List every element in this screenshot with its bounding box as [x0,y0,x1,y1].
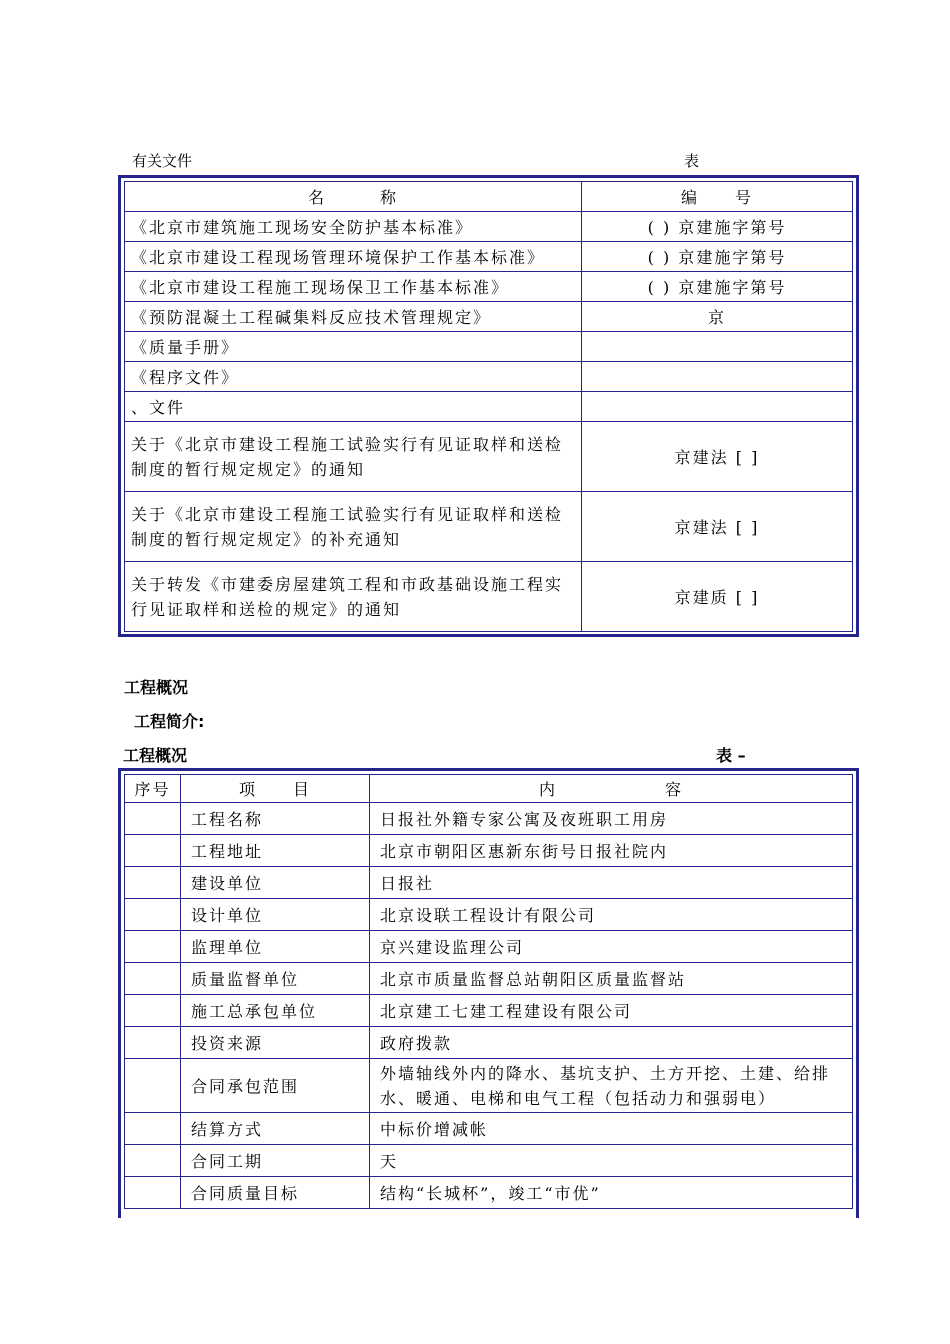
overview-caption-right: 表 – [716,746,746,765]
doc-name: 、文件 [125,392,582,422]
row-item: 设计单位 [181,899,370,931]
doc-number: ( ) 京建施字第号 [582,212,853,242]
table-row [125,963,853,995]
row-seq [125,1113,181,1145]
table-row [125,1027,853,1059]
doc-name: 《北京市建设工程施工现场保卫工作基本标准》 [125,272,582,302]
table-row [125,272,853,302]
row-seq [125,1145,181,1177]
row-seq [125,1059,181,1113]
row-content: 中标价增减帐 [370,1113,853,1145]
row-item: 工程名称 [181,803,370,835]
doc-name: 关于《北京市建设工程施工试验实行有见证取样和送检制度的暂行规定规定》的通知 [125,422,582,492]
row-seq [125,1027,181,1059]
row-content: 结构“长城杯”，竣工“市优” [370,1177,853,1209]
table-row [125,422,853,492]
header-number: 编 号 [582,182,853,212]
table-row [125,1145,853,1177]
table-row [125,899,853,931]
project-overview-table [118,768,859,1218]
table-row [125,1177,853,1209]
doc-number: ( ) 京建施字第号 [582,242,853,272]
row-seq [125,867,181,899]
doc-name: 关于转发《市建委房屋建筑工程和市政基础设施工程实行见证取样和送检的规定》的通知 [125,562,582,632]
header-content: 内 容 [370,775,853,803]
table-row [125,392,853,422]
doc-table-caption [132,151,722,171]
row-content: 北京市质量监督总站朝阳区质量监督站 [370,963,853,995]
table-row [125,803,853,835]
doc-number [582,332,853,362]
row-seq [125,1177,181,1209]
table-header-row [125,775,853,803]
row-seq [125,963,181,995]
related-documents-table [118,175,859,637]
row-content: 京兴建设监理公司 [370,931,853,963]
doc-table-caption-left: 有关文件 [132,152,193,170]
doc-number: 京建法 [ ] [582,492,853,562]
row-item: 合同工期 [181,1145,370,1177]
doc-number [582,362,853,392]
table-row [125,332,853,362]
doc-number: 京建法 [ ] [582,422,853,492]
section-title: 工程概况 [124,678,189,697]
doc-name: 《质量手册》 [125,332,582,362]
doc-name: 《预防混凝土工程碱集料反应技术管理规定》 [125,302,582,332]
row-item: 建设单位 [181,867,370,899]
row-content: 北京建工七建工程建设有限公司 [370,995,853,1027]
table-row [125,302,853,332]
row-item: 施工总承包单位 [181,995,370,1027]
row-content: 政府拨款 [370,1027,853,1059]
row-item: 结算方式 [181,1113,370,1145]
section-subtitle: 工程简介: [134,712,205,731]
row-item: 工程地址 [181,835,370,867]
row-item: 投资来源 [181,1027,370,1059]
table-row [125,362,853,392]
table-row [125,242,853,272]
header-name: 名 称 [125,182,582,212]
table-row [125,562,853,632]
table-row [125,931,853,963]
doc-name: 《北京市建设工程现场管理环境保护工作基本标准》 [125,242,582,272]
row-content: 天 [370,1145,853,1177]
row-content: 北京市朝阳区惠新东街号日报社院内 [370,835,853,867]
row-seq [125,803,181,835]
header-seq: 序号 [125,775,181,803]
table-row [125,867,853,899]
doc-table-caption-right: 表 [684,152,700,170]
row-content: 日报社 [370,867,853,899]
table-header-row [125,182,853,212]
table-row [125,995,853,1027]
table-row [125,1113,853,1145]
table-row [125,212,853,242]
header-item: 项 目 [181,775,370,803]
row-item: 合同承包范围 [181,1059,370,1113]
row-seq [125,835,181,867]
row-content: 外墙轴线外内的降水、基坑支护、土方开挖、土建、给排水、暖通、电梯和电气工程（包括动力和强弱电） [370,1059,853,1113]
doc-number: 京建质 [ ] [582,562,853,632]
row-seq [125,995,181,1027]
table-row [125,835,853,867]
doc-name: 《北京市建筑施工现场安全防护基本标准》 [125,212,582,242]
row-content: 日报社外籍专家公寓及夜班职工用房 [370,803,853,835]
doc-name: 关于《北京市建设工程施工试验实行有见证取样和送检制度的暂行规定规定》的补充通知 [125,492,582,562]
doc-name: 《程序文件》 [125,362,582,392]
row-content: 北京设联工程设计有限公司 [370,899,853,931]
doc-number: 京 [582,302,853,332]
row-seq [125,899,181,931]
row-seq [125,931,181,963]
row-item: 合同质量目标 [181,1177,370,1209]
table-row [125,1059,853,1113]
doc-number [582,392,853,422]
overview-caption-left: 工程概况 [123,746,188,765]
row-item: 质量监督单位 [181,963,370,995]
table-row [125,492,853,562]
doc-number: ( ) 京建施字第号 [582,272,853,302]
row-item: 监理单位 [181,931,370,963]
